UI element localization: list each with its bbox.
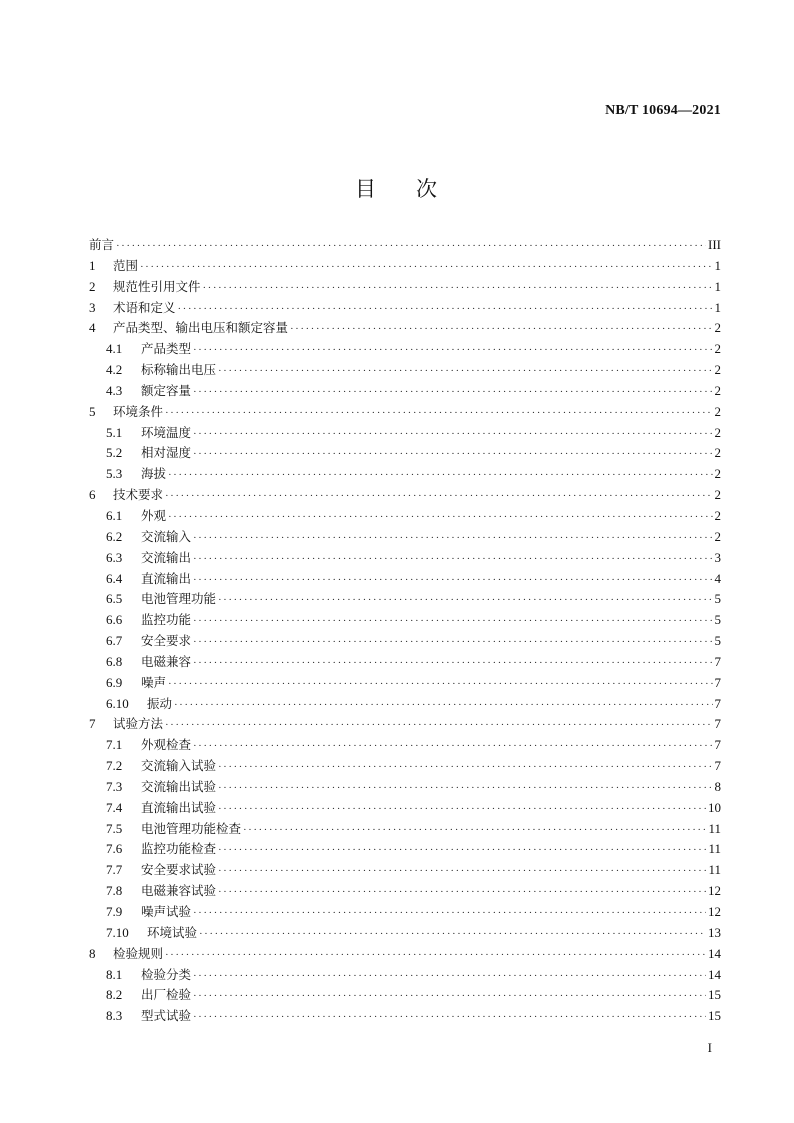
toc-entry-number: 6.3 <box>106 549 123 565</box>
toc-entry[interactable] <box>89 548 721 569</box>
toc-entry-page: 11 <box>708 820 721 836</box>
toc-entry-number: 8.3 <box>106 1008 123 1024</box>
toc-entry-page: 11 <box>708 862 721 878</box>
toc-entry-label: 噪声试验 <box>141 904 192 919</box>
toc-leader-dots <box>193 1007 706 1028</box>
page-number: I <box>707 1040 712 1055</box>
toc-entry-page: 2 <box>714 466 721 482</box>
toc-entry-page: 2 <box>714 424 721 440</box>
toc-entry-label: 外观 <box>141 507 167 523</box>
toc-entry-label: 交流输出 <box>141 549 192 565</box>
toc-entry-label: 检验分类 <box>141 966 192 982</box>
toc-leader-dots <box>218 882 706 903</box>
toc-entry-label: 噪声 <box>141 674 167 690</box>
toc-entry[interactable] <box>89 798 721 819</box>
toc-entry[interactable] <box>89 652 721 673</box>
toc-entry-number: 7.7 <box>106 862 123 878</box>
toc-leader-dots <box>193 424 712 445</box>
toc-entry[interactable] <box>89 589 721 610</box>
toc-entry-page: 14 <box>708 966 721 982</box>
toc-entry-label: 环境条件 <box>113 403 164 419</box>
toc-entry[interactable] <box>89 318 721 339</box>
toc-leader-dots <box>165 945 706 966</box>
toc-leader-dots <box>140 257 712 278</box>
toc-entry[interactable] <box>89 485 721 506</box>
toc-entry[interactable] <box>89 527 721 548</box>
toc-entry[interactable] <box>89 569 721 590</box>
toc-leader-dots <box>218 840 706 861</box>
toc-entry-page: 15 <box>708 1008 721 1024</box>
toc-entry[interactable] <box>89 339 721 360</box>
toc-entry-label: 外观检查 <box>141 737 192 753</box>
toc-entry-number: 5.3 <box>106 466 123 482</box>
toc-entry-number: 6.4 <box>106 570 123 586</box>
toc-entry-label: 安全要求试验 <box>141 862 217 878</box>
toc-entry-number: 7.4 <box>106 799 123 815</box>
toc-entry-page: 5 <box>714 591 721 607</box>
toc-entry-label: 产品类型 <box>141 341 192 357</box>
toc-entry-number: 7.3 <box>106 778 123 794</box>
toc-entry[interactable] <box>89 714 721 735</box>
toc-entry-label: 范围 <box>113 257 139 273</box>
toc-entry-page: 1 <box>714 257 721 273</box>
toc-entry-page: 11 <box>708 841 721 857</box>
toc-entry-page: 7 <box>714 674 721 690</box>
toc-entry-page: 2 <box>714 528 721 544</box>
toc-entry-label: 交流输入 <box>141 528 192 544</box>
toc-entry[interactable] <box>89 235 721 256</box>
toc-leader-dots <box>116 236 706 257</box>
toc-entry-label: 电池管理功能 <box>141 591 217 607</box>
toc-leader-dots <box>243 820 706 841</box>
toc-entry-label: 交流输出试验 <box>141 778 217 794</box>
toc-entry-label: 监控功能检查 <box>141 841 217 857</box>
toc-entry-label: 环境试验 <box>147 924 198 940</box>
toc-entry-page: 4 <box>714 570 721 586</box>
toc-leader-dots <box>168 674 712 695</box>
toc-entry-page: 2 <box>714 362 721 378</box>
toc-entry-label: 标称输出电压 <box>141 362 217 378</box>
toc-leader-dots <box>218 361 712 382</box>
toc-entry[interactable] <box>89 360 721 381</box>
toc-entry-label: 电磁兼容试验 <box>141 883 217 899</box>
toc-entry-number: 2 <box>89 278 96 294</box>
toc-entry-number: 7.5 <box>106 820 123 836</box>
toc-entry-label: 技术要求 <box>113 487 164 503</box>
toc-entry-number: 8.2 <box>106 987 123 1003</box>
toc-leader-dots <box>174 695 712 716</box>
toc-entry-page: 5 <box>714 633 721 649</box>
toc-entry-number: 1 <box>89 257 96 273</box>
toc-entry[interactable] <box>89 756 721 777</box>
standard-code: NB/T 10694—2021 <box>605 103 721 118</box>
toc-entry-label: 环境温度 <box>141 424 192 440</box>
toc-entry[interactable] <box>89 464 721 485</box>
toc-title-char-2: 次 <box>416 177 439 201</box>
toc-leader-dots <box>193 736 712 757</box>
toc-entry-page: 2 <box>714 320 721 336</box>
toc-entry-number: 6.8 <box>106 653 123 669</box>
toc-entry-label: 额定容量 <box>141 382 192 398</box>
toc-entry-label: 产品类型、输出电压和额定容量 <box>113 320 289 336</box>
toc-entry-page: 2 <box>714 445 721 461</box>
toc-entry[interactable] <box>89 423 721 444</box>
toc-entry-label: 型式试验 <box>141 1008 192 1024</box>
toc-entry-page: 7 <box>714 653 721 669</box>
toc-entry-number: 4.2 <box>106 362 123 378</box>
toc-entry-label: 监控功能 <box>141 612 192 628</box>
toc-entry[interactable] <box>89 381 721 402</box>
toc-entry-number: 5.2 <box>106 445 123 461</box>
toc-entry-number: 6.2 <box>106 528 123 544</box>
toc-entry-page: 1 <box>714 278 721 294</box>
toc-leader-dots <box>193 653 712 674</box>
toc-entry[interactable] <box>89 860 721 881</box>
toc-entry[interactable] <box>89 506 721 527</box>
toc-entry-number: 8.1 <box>106 966 123 982</box>
toc-entry[interactable] <box>89 819 721 840</box>
toc-leader-dots <box>193 966 706 987</box>
toc-leader-dots <box>165 715 712 736</box>
toc-entry-number: 7.6 <box>106 841 123 857</box>
toc-entry-label: 海拔 <box>141 466 167 482</box>
toc-entry-label: 交流输入试验 <box>141 758 217 774</box>
toc-leader-dots <box>218 590 712 611</box>
toc-entry-page: 14 <box>708 945 721 961</box>
toc-entry[interactable] <box>89 610 721 631</box>
toc-entry-number: 6 <box>89 487 96 503</box>
toc-entry-page: 12 <box>708 904 721 919</box>
toc-entry[interactable] <box>89 777 721 798</box>
toc-entry[interactable] <box>89 923 721 944</box>
toc-entry-page: 15 <box>708 987 721 1003</box>
toc-entry-number: 7 <box>89 716 96 732</box>
toc-leader-dots <box>290 319 712 340</box>
toc-title-char-1: 目 <box>355 177 378 201</box>
toc-leader-dots <box>193 903 706 924</box>
toc-entry-number: 4 <box>89 320 96 336</box>
toc-entry-page: 2 <box>714 507 721 523</box>
toc-leader-dots <box>193 444 712 465</box>
toc-leader-dots <box>168 465 712 486</box>
toc-entry-number: 5 <box>89 403 96 419</box>
toc-entry[interactable] <box>89 631 721 652</box>
toc-entry[interactable] <box>89 298 721 319</box>
toc-entry-page: 7 <box>714 695 721 711</box>
toc-entry[interactable] <box>89 881 721 902</box>
toc-entry[interactable] <box>89 735 721 756</box>
toc-entry-page: 2 <box>714 382 721 398</box>
toc-entry-number: 7.1 <box>106 737 123 753</box>
toc-entry[interactable] <box>89 402 721 423</box>
toc-entry-label: 直流输出 <box>141 570 192 586</box>
toc-leader-dots <box>193 570 712 591</box>
toc-leader-dots <box>193 986 706 1007</box>
toc-entry-label: 术语和定义 <box>113 299 176 315</box>
toc-entry-label: 试验方法 <box>113 716 164 732</box>
table-of-contents <box>89 235 721 1027</box>
toc-entry[interactable] <box>89 944 721 965</box>
toc-entry-number: 7.9 <box>106 904 123 919</box>
toc-entry-number: 4.1 <box>106 341 123 357</box>
toc-entry-label: 前言 <box>89 237 115 252</box>
toc-leader-dots <box>165 403 712 424</box>
toc-leader-dots <box>218 799 706 820</box>
toc-entry[interactable] <box>89 256 721 277</box>
toc-leader-dots <box>193 632 712 653</box>
toc-entry-number: 8 <box>89 945 96 961</box>
toc-entry-page: 3 <box>714 549 721 565</box>
toc-entry-page: 2 <box>714 341 721 357</box>
toc-entry-page: 7 <box>714 716 721 732</box>
toc-entry-number: 3 <box>89 299 96 315</box>
toc-entry-page: 12 <box>708 883 721 899</box>
toc-entry-label: 电磁兼容 <box>141 653 192 669</box>
toc-entry-page: 10 <box>708 799 721 815</box>
toc-leader-dots <box>165 486 712 507</box>
toc-leader-dots <box>193 611 712 632</box>
toc-entry[interactable] <box>89 965 721 986</box>
toc-entry-page: 1 <box>714 299 721 315</box>
toc-entry-label: 振动 <box>147 695 173 711</box>
toc-leader-dots <box>218 861 706 882</box>
toc-entry[interactable] <box>89 694 721 715</box>
toc-entry[interactable] <box>89 673 721 694</box>
toc-leader-dots <box>203 278 713 299</box>
toc-entry-label: 出厂检验 <box>141 987 192 1003</box>
toc-entry[interactable] <box>89 277 721 298</box>
toc-title <box>0 173 794 203</box>
toc-leader-dots <box>199 924 706 945</box>
toc-leader-dots <box>193 528 712 549</box>
toc-entry-page: III <box>708 237 721 252</box>
toc-entry[interactable] <box>89 985 721 1006</box>
toc-entry[interactable] <box>89 1006 721 1027</box>
toc-leader-dots <box>193 340 712 361</box>
toc-leader-dots <box>168 507 712 528</box>
toc-entry-number: 6.7 <box>106 633 123 649</box>
toc-leader-dots <box>193 382 712 403</box>
toc-entry-number: 4.3 <box>106 382 123 398</box>
toc-entry-number: 6.6 <box>106 612 123 628</box>
toc-entry-label: 直流输出试验 <box>141 799 217 815</box>
toc-entry-number: 7.8 <box>106 883 123 899</box>
toc-entry-number: 6.10 <box>106 695 129 711</box>
toc-entry-page: 7 <box>714 758 721 774</box>
toc-entry[interactable] <box>89 443 721 464</box>
toc-entry-page: 13 <box>708 924 721 940</box>
toc-entry-page: 2 <box>714 403 721 419</box>
toc-entry-page: 8 <box>714 778 721 794</box>
toc-leader-dots <box>218 778 712 799</box>
toc-entry-number: 7.10 <box>106 924 129 940</box>
toc-entry-label: 电池管理功能检查 <box>141 820 242 836</box>
toc-entry-label: 检验规则 <box>113 945 164 961</box>
toc-entry-label: 相对湿度 <box>141 445 192 461</box>
toc-entry-label: 安全要求 <box>141 633 192 649</box>
toc-entry-number: 6.9 <box>106 674 123 690</box>
toc-entry-number: 6.5 <box>106 591 123 607</box>
toc-entry-page: 7 <box>714 737 721 753</box>
toc-entry-number: 5.1 <box>106 424 123 440</box>
toc-entry[interactable] <box>89 839 721 860</box>
toc-leader-dots <box>193 549 712 570</box>
toc-entry-number: 6.1 <box>106 507 123 523</box>
toc-entry-label: 规范性引用文件 <box>113 278 201 294</box>
toc-leader-dots <box>178 299 713 320</box>
toc-entry-page: 5 <box>714 612 721 628</box>
toc-entry-number: 7.2 <box>106 758 123 774</box>
toc-entry[interactable] <box>89 902 721 923</box>
toc-leader-dots <box>218 757 712 778</box>
toc-entry-page: 2 <box>714 487 721 503</box>
